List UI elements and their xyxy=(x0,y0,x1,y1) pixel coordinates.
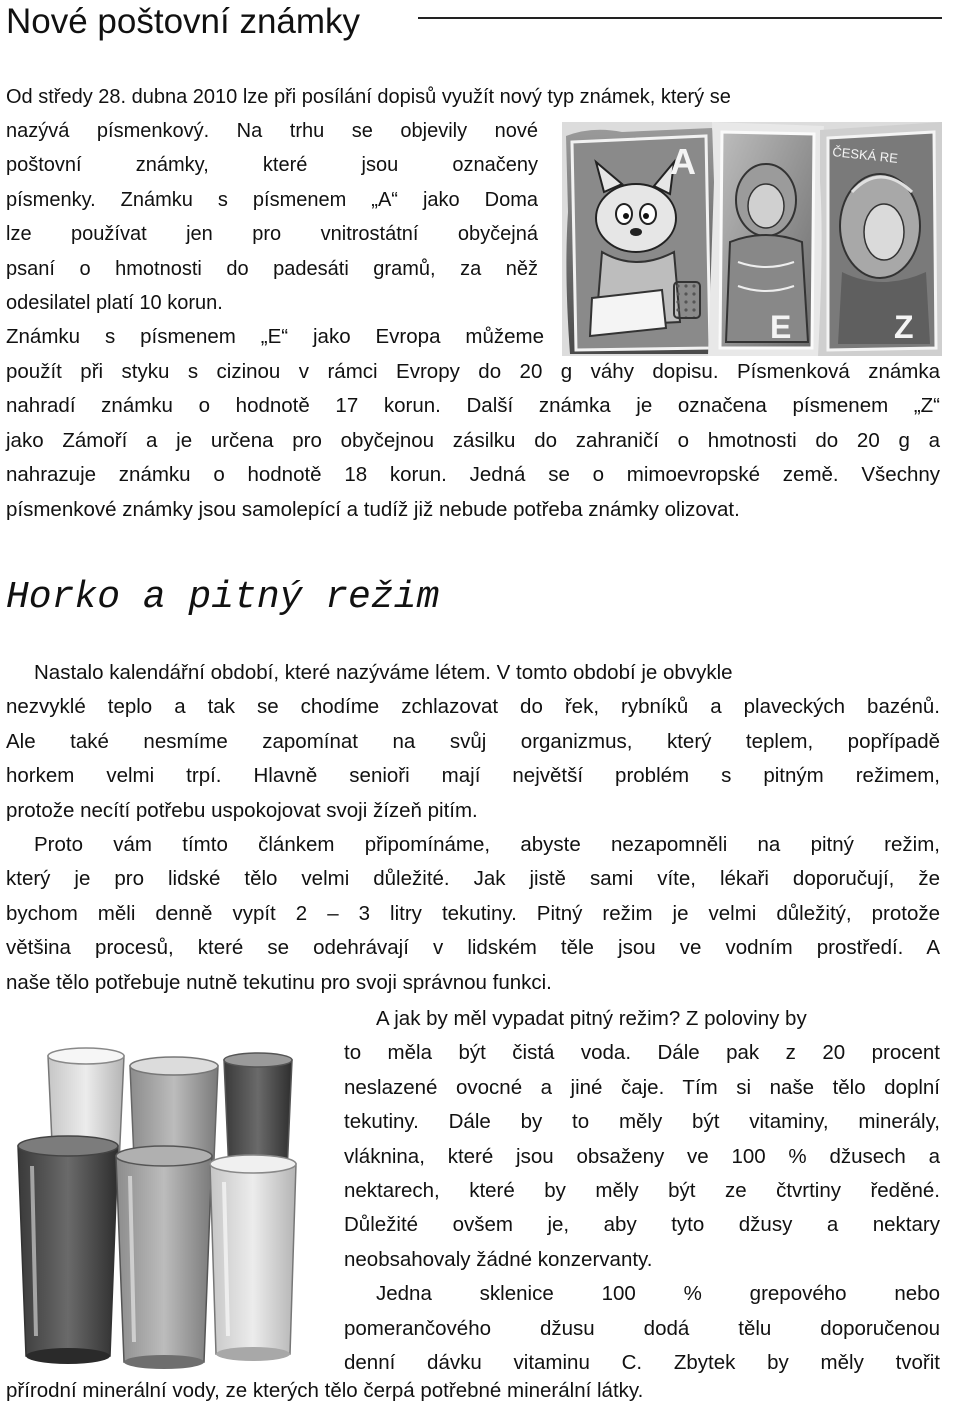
article-title-stamps: Nové poštovní známky xyxy=(6,2,361,41)
article2-p3-line-1: A jak by měl vypadat pitný režim? Z poloviny by xyxy=(376,1007,807,1030)
article1-line-11: jako Zámoří a je určena pro obyčejnou zásilku do zahraničí o hmotnosti do 20 g a xyxy=(6,428,940,452)
article2-p3-line-4: tekutiny. Dále by to měly být vitaminy, minerály, xyxy=(344,1110,940,1134)
article1-line-5: lze používat jen pro vnitrostátní obyčejná xyxy=(6,223,538,246)
article1-line-6: psaní o hmotnosti do padesáti gramů, za něž xyxy=(6,257,538,280)
article2-p3-line-11: denní dávku vitaminu C. Zbytek by měly tvořit xyxy=(344,1351,940,1375)
article2-paragraph-2 xyxy=(6,828,940,1000)
article2-p3-line-5: vláknina, které jsou obsaženy ve 100 % džusech a xyxy=(344,1144,940,1168)
article1-line-4: písmenky. Známku s písmenem „A“ jako Doma xyxy=(6,188,538,211)
article2-p2-line-4: většina procesů, které se odehrávají v lidském těle jsou ve vodním prostředí. A xyxy=(6,936,940,960)
letter-stamps-image xyxy=(562,122,942,356)
article2-p1-line-1: Nastalo kalendářní období, které nazýváme létem. V tomto období je obvykle xyxy=(34,661,733,684)
article2-paragraph-4 xyxy=(6,1374,940,1408)
article2-p2-line-3: bychom měli denně vypít 2 – 3 litry tekutiny. Pitný režim je velmi důležitý, protože xyxy=(6,901,940,925)
article1-line-1: Od středy 28. dubna 2010 lze při posílání dopisů využít nový typ známek, který se xyxy=(6,86,731,108)
article2-p3-line-9: Jedna sklenice 100 % grepového nebo xyxy=(376,1282,940,1306)
stamp-country-text: ČESKÁ RE xyxy=(831,144,899,166)
article2-paragraph-3 xyxy=(344,1002,940,1380)
article1-line-12: nahrazuje známku o hodnotě 18 korun. Jedná se o mimoevropské země. Všechny xyxy=(6,463,940,487)
article1-line-10: nahradí známku o hodnotě 17 korun. Další známka je označena písmenem „Z“ xyxy=(6,394,940,418)
article1-line-13: písmenkové známky jsou samolepící a tudíž již nebude potřeba známky olizovat. xyxy=(6,497,740,521)
article1-line-9: použít při styku s cizinou v rámci Evropy do 20 g váhy dopisu. Písmenková známka xyxy=(6,360,940,383)
article2-p1-line-5: protože necítí potřebu uspokojovat svoji žízeň pitím. xyxy=(6,798,478,822)
article2-p2-line-2: který je pro lidské tělo velmi důležité. Jak jistě sami víte, lékaři doporučují, že xyxy=(6,867,940,891)
article2-p1-line-2: nezvyklé teplo a tak se chodíme zchlazovat do řek, rybníků a plaveckých bazénů. xyxy=(6,695,940,719)
article1-full-text xyxy=(6,355,940,527)
stamp-letter-e: E xyxy=(770,309,792,345)
article2-p1-line-3: Ale také nesmíme zapomínat na svůj organizmus, který teplem, popřípadě xyxy=(6,729,940,753)
title-rule xyxy=(418,17,942,19)
article2-p3-line-8: neobsahovaly žádné konzervanty. xyxy=(344,1247,653,1271)
stamp-letter-z: Z xyxy=(894,309,914,345)
article1-line-8: Známku s písmenem „E“ jako Evropa můžeme xyxy=(6,325,544,348)
article1-line-3: poštovní známky, které jsou označeny xyxy=(6,154,538,177)
article1-line-7: odesilatel platí 10 korun. xyxy=(6,292,223,315)
article2-p3-line-7: Důležité ovšem je, aby tyto džusy a nektary xyxy=(344,1213,940,1237)
article2-paragraph-1 xyxy=(6,656,940,828)
article-title-hydration: Horko a pitný režim xyxy=(6,576,440,619)
article2-p3-line-6: nektarech, které by měly být ze čtvrtiny ředěné. xyxy=(344,1179,940,1203)
stamp-letter-a: A xyxy=(670,141,696,182)
article2-p2-line-1: Proto vám tímto článkem připomínáme, abyste nezapomněli na pitný režim, xyxy=(34,833,940,856)
article2-p3-line-3: neslazené ovocné a jiné čaje. Tím si naše tělo doplní xyxy=(344,1075,940,1099)
article1-wrapped-text xyxy=(6,114,538,320)
article2-p2-line-5: naše tělo potřebuje nutně tekutinu pro svoji správnou funkci. xyxy=(6,970,552,994)
article2-p3-line-10: pomerančového džusu dodá tělu doporučenou xyxy=(344,1316,940,1340)
article1-line-2: nazývá písmenkový. Na trhu se objevily nové xyxy=(6,120,538,142)
article2-p1-line-4: horkem velmi trpí. Hlavně senioři mají největší problém s pitným režimem, xyxy=(6,764,940,788)
juice-glasses-image xyxy=(12,1036,302,1372)
article2-p3-line-2: to měla být čistá voda. Dále pak z 20 procent xyxy=(344,1041,940,1065)
article2-p4-line-1: přírodní minerální vody, ze kterých tělo čerpá potřebné minerální látky. xyxy=(6,1379,644,1402)
